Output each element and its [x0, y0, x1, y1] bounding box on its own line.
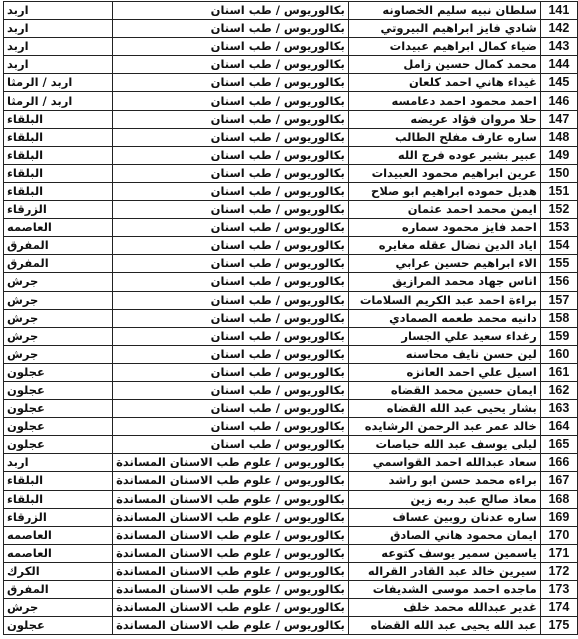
student-name: ساره عدنان روبين عساف [348, 508, 540, 526]
row-number: 157 [540, 291, 577, 309]
row-number: 174 [540, 599, 577, 617]
table-row [4, 544, 578, 562]
row-number: 145 [540, 74, 577, 92]
degree-program: بكالوريوس / طب اسنان [113, 309, 349, 327]
row-number: 173 [540, 581, 577, 599]
degree-program: بكالوريوس / طب اسنان [113, 219, 349, 237]
student-name: ايمن محمد احمد عثمان [348, 201, 540, 219]
row-number: 146 [540, 92, 577, 110]
governorate: البلقاء [4, 110, 113, 128]
governorate: اربد [4, 2, 113, 20]
table-row [4, 581, 578, 599]
degree-program: بكالوريوس / طب اسنان [113, 327, 349, 345]
governorate: اربد [4, 38, 113, 56]
degree-program: بكالوريوس / طب اسنان [113, 182, 349, 200]
table-row [4, 38, 578, 56]
degree-program: بكالوريوس / طب اسنان [113, 164, 349, 182]
student-name: معاذ صالح عبد ربه زين [348, 490, 540, 508]
table-row [4, 146, 578, 164]
governorate: عجلون [4, 617, 113, 635]
governorate: المفرق [4, 255, 113, 273]
table-row [4, 182, 578, 200]
table-row [4, 562, 578, 580]
table-row [4, 20, 578, 38]
table-row [4, 291, 578, 309]
governorate: جرش [4, 327, 113, 345]
row-number: 147 [540, 110, 577, 128]
row-number: 152 [540, 201, 577, 219]
student-name: براءة احمد عبد الكريم السلامات [348, 291, 540, 309]
degree-program: بكالوريوس / طب اسنان [113, 273, 349, 291]
table-row [4, 508, 578, 526]
row-number: 141 [540, 2, 577, 20]
degree-program: بكالوريوس / طب اسنان [113, 20, 349, 38]
table-row [4, 526, 578, 544]
student-name: ليلى يوسف عبد الله حياصات [348, 436, 540, 454]
governorate: المفرق [4, 237, 113, 255]
student-name: حلا مروان فؤاد عريضه [348, 110, 540, 128]
table-row [4, 617, 578, 635]
row-number: 159 [540, 327, 577, 345]
table-row [4, 219, 578, 237]
student-name: محمد كمال حسين زامل [348, 56, 540, 74]
table-row [4, 418, 578, 436]
student-name: براءه محمد حسن ابو راشد [348, 472, 540, 490]
student-name: اسيل علي احمد العانزه [348, 363, 540, 381]
governorate: اربد [4, 454, 113, 472]
student-name: بشار يحيى عبد الله القضاه [348, 400, 540, 418]
degree-program: بكالوريوس / طب اسنان [113, 345, 349, 363]
table-row [4, 363, 578, 381]
student-name: اناس جهاد محمد المرازيق [348, 273, 540, 291]
row-number: 162 [540, 381, 577, 399]
student-name: احمد محمود احمد دعامسه [348, 92, 540, 110]
student-name: سيرين خالد عبد القادر القراله [348, 562, 540, 580]
governorate: الكرك [4, 562, 113, 580]
governorate: اربد [4, 56, 113, 74]
governorate: جرش [4, 273, 113, 291]
degree-program: بكالوريوس / طب اسنان [113, 110, 349, 128]
students-table [3, 1, 578, 635]
degree-program: بكالوريوس / علوم طب الاسنان المساندة [113, 599, 349, 617]
row-number: 161 [540, 363, 577, 381]
row-number: 149 [540, 146, 577, 164]
row-number: 172 [540, 562, 577, 580]
row-number: 148 [540, 128, 577, 146]
degree-program: بكالوريوس / علوم طب الاسنان المساندة [113, 490, 349, 508]
student-name: اياد الدين نضال عقله مغايره [348, 237, 540, 255]
student-name: رغداء سعيد علي الجسار [348, 327, 540, 345]
governorate: الزرقاء [4, 201, 113, 219]
governorate: جرش [4, 345, 113, 363]
row-number: 158 [540, 309, 577, 327]
degree-program: بكالوريوس / طب اسنان [113, 201, 349, 219]
table-body [4, 2, 578, 635]
row-number: 153 [540, 219, 577, 237]
degree-program: بكالوريوس / طب اسنان [113, 74, 349, 92]
governorate: البلقاء [4, 472, 113, 490]
student-name: ايمان حسين محمد القضاه [348, 381, 540, 399]
table-row [4, 309, 578, 327]
table-row [4, 2, 578, 20]
row-number: 154 [540, 237, 577, 255]
governorate: العاصمه [4, 544, 113, 562]
table-row [4, 345, 578, 363]
row-number: 166 [540, 454, 577, 472]
degree-program: بكالوريوس / طب اسنان [113, 418, 349, 436]
degree-program: بكالوريوس / علوم طب الاسنان المساندة [113, 562, 349, 580]
governorate: المفرق [4, 581, 113, 599]
degree-program: بكالوريوس / طب اسنان [113, 128, 349, 146]
table-row [4, 599, 578, 617]
governorate: جرش [4, 599, 113, 617]
governorate: عجلون [4, 381, 113, 399]
governorate: البلقاء [4, 146, 113, 164]
student-name: عبد الله يحيى عبد الله القضاه [348, 617, 540, 635]
governorate: البلقاء [4, 182, 113, 200]
table-row [4, 400, 578, 418]
table-row [4, 164, 578, 182]
row-number: 160 [540, 345, 577, 363]
governorate: عجلون [4, 400, 113, 418]
table-row [4, 201, 578, 219]
degree-program: بكالوريوس / طب اسنان [113, 56, 349, 74]
degree-program: بكالوريوس / علوم طب الاسنان المساندة [113, 454, 349, 472]
governorate: اربد / الرمثا [4, 92, 113, 110]
table-row [4, 273, 578, 291]
row-number: 156 [540, 273, 577, 291]
governorate: البلقاء [4, 490, 113, 508]
student-name: ضياء كمال ابراهيم عبيدات [348, 38, 540, 56]
student-name: هديل حموده ابراهيم ابو صلاح [348, 182, 540, 200]
row-number: 151 [540, 182, 577, 200]
table-row [4, 74, 578, 92]
student-name: عرين ابراهيم محمود العبيدات [348, 164, 540, 182]
table-row [4, 472, 578, 490]
degree-program: بكالوريوس / علوم طب الاسنان المساندة [113, 581, 349, 599]
table-row [4, 56, 578, 74]
degree-program: بكالوريوس / طب اسنان [113, 436, 349, 454]
governorate: جرش [4, 291, 113, 309]
governorate: البلقاء [4, 128, 113, 146]
student-name: عبير بشير عوده فرج الله [348, 146, 540, 164]
table-row [4, 237, 578, 255]
table-row [4, 436, 578, 454]
governorate: عجلون [4, 418, 113, 436]
degree-program: بكالوريوس / علوم طب الاسنان المساندة [113, 617, 349, 635]
student-name: الاء ابراهيم حسين عرابي [348, 255, 540, 273]
degree-program: بكالوريوس / طب اسنان [113, 400, 349, 418]
student-name: غيداء هاني احمد كلعان [348, 74, 540, 92]
table-row [4, 110, 578, 128]
governorate: عجلون [4, 363, 113, 381]
table-row [4, 128, 578, 146]
row-number: 170 [540, 526, 577, 544]
row-number: 171 [540, 544, 577, 562]
row-number: 143 [540, 38, 577, 56]
row-number: 142 [540, 20, 577, 38]
governorate: اربد [4, 20, 113, 38]
row-number: 163 [540, 400, 577, 418]
governorate: البلقاء [4, 164, 113, 182]
degree-program: بكالوريوس / طب اسنان [113, 381, 349, 399]
student-name: شادي فايز ابراهيم البيروتي [348, 20, 540, 38]
student-name: سلطان نبيه سليم الخصاونه [348, 2, 540, 20]
student-name: ايمان محمود هاني الصادق [348, 526, 540, 544]
student-name: لين حسن نايف محاسنه [348, 345, 540, 363]
row-number: 167 [540, 472, 577, 490]
degree-program: بكالوريوس / طب اسنان [113, 291, 349, 309]
student-name: ياسمين سمير يوسف كتوعه [348, 544, 540, 562]
degree-program: بكالوريوس / علوم طب الاسنان المساندة [113, 472, 349, 490]
row-number: 169 [540, 508, 577, 526]
governorate: العاصمه [4, 219, 113, 237]
table-row [4, 490, 578, 508]
degree-program: بكالوريوس / طب اسنان [113, 237, 349, 255]
row-number: 165 [540, 436, 577, 454]
degree-program: بكالوريوس / علوم طب الاسنان المساندة [113, 508, 349, 526]
student-name: ساره عارف مفلح الطالب [348, 128, 540, 146]
degree-program: بكالوريوس / طب اسنان [113, 38, 349, 56]
degree-program: بكالوريوس / طب اسنان [113, 92, 349, 110]
governorate: العاصمه [4, 526, 113, 544]
table-row [4, 92, 578, 110]
governorate: اربد / الرمثا [4, 74, 113, 92]
row-number: 164 [540, 418, 577, 436]
row-number: 175 [540, 617, 577, 635]
row-number: 150 [540, 164, 577, 182]
degree-program: بكالوريوس / طب اسنان [113, 255, 349, 273]
governorate: عجلون [4, 436, 113, 454]
student-name: غدير عبدالله محمد خلف [348, 599, 540, 617]
student-name: ماجده احمد موسى الشديفات [348, 581, 540, 599]
row-number: 144 [540, 56, 577, 74]
student-name: سعاد عبدالله احمد القواسمي [348, 454, 540, 472]
student-name: خالد عمر عبد الرحمن الرشايده [348, 418, 540, 436]
table-row [4, 454, 578, 472]
degree-program: بكالوريوس / طب اسنان [113, 2, 349, 20]
degree-program: بكالوريوس / علوم طب الاسنان المساندة [113, 526, 349, 544]
row-number: 155 [540, 255, 577, 273]
degree-program: بكالوريوس / علوم طب الاسنان المساندة [113, 544, 349, 562]
governorate: الزرقاء [4, 508, 113, 526]
table-row [4, 381, 578, 399]
table-row [4, 255, 578, 273]
student-name: احمد فايز محمود سماره [348, 219, 540, 237]
degree-program: بكالوريوس / طب اسنان [113, 146, 349, 164]
row-number: 168 [540, 490, 577, 508]
degree-program: بكالوريوس / طب اسنان [113, 363, 349, 381]
governorate: جرش [4, 309, 113, 327]
table-row [4, 327, 578, 345]
student-name: دانيه محمد طعمه الصمادي [348, 309, 540, 327]
